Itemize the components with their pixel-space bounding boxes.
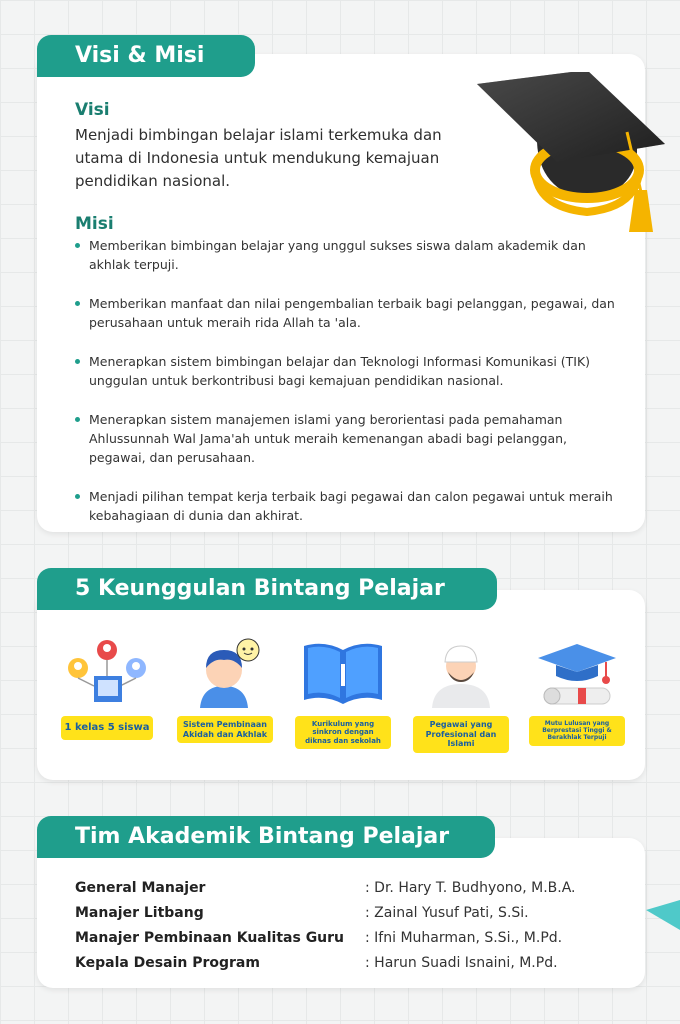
open-book-icon xyxy=(300,638,386,708)
keunggulan-heading: 5 Keunggulan Bintang Pelajar xyxy=(37,568,497,610)
table-row xyxy=(75,901,615,926)
visi-misi-card xyxy=(37,54,645,532)
misi-item: Menjadi pilihan tempat kerja terbaik bagi pegawai dan calon pegawai untuk meraih kebahagiaan di dunia dan akhirat. xyxy=(75,487,615,525)
visi-text: Menjadi bimbingan belajar islami terkemuka dan utama di Indonesia untuk mendukung kemajuan pendidikan nasional. xyxy=(75,126,442,190)
team-name: : Ifni Muharman, S.Si., M.Pd. xyxy=(365,930,563,946)
team-role: General Manajer xyxy=(75,880,206,896)
feature-label: Mutu Lulusan yang Berprestasi Tinggi & Berakhlak Terpuji xyxy=(529,716,625,746)
table-row xyxy=(75,926,615,951)
team-name: : Dr. Hary T. Budhyono, M.B.A. xyxy=(365,880,576,896)
team-name: : Harun Suadi Isnaini, M.Pd. xyxy=(365,955,558,971)
visi-misi-heading: Visi & Misi xyxy=(37,35,255,77)
misi-item: Memberikan manfaat dan nilai pengembalian terbaik bagi pelanggan, pegawai, dan perusahaan untuk meraih rida Allah ta 'ala. xyxy=(75,294,615,332)
table-row xyxy=(75,951,615,976)
feature-item xyxy=(59,638,155,740)
graduate-diploma-icon xyxy=(534,638,620,708)
feature-item xyxy=(177,638,273,743)
feature-label: Sistem Pembinaan Akidah dan Akhlak xyxy=(177,716,273,743)
tim-heading: Tim Akademik Bintang Pelajar xyxy=(37,816,495,858)
feature-item xyxy=(529,638,625,746)
tim-card xyxy=(37,838,645,988)
table-row xyxy=(75,876,615,901)
feature-label: Kurikulum yang sinkron dengan diknas dan sekolah xyxy=(295,716,391,749)
child-character-icon xyxy=(182,638,268,708)
feature-item xyxy=(295,638,391,749)
team-role: Manajer Pembinaan Kualitas Guru xyxy=(75,930,345,946)
team-role: Kepala Desain Program xyxy=(75,955,260,971)
class-group-icon xyxy=(64,638,150,708)
graduation-cap-icon xyxy=(477,72,667,246)
decorative-triangle-icon xyxy=(646,900,680,934)
team-table xyxy=(75,876,615,976)
misi-item: Menerapkan sistem bimbingan belajar dan Teknologi Informasi Komunikasi (TIK) unggulan untuk berkontribusi bagi kemajuan pendidikan nasional. xyxy=(75,352,615,390)
misi-list xyxy=(75,236,615,545)
team-name: : Zainal Yusuf Pati, S.Si. xyxy=(365,905,529,921)
misi-item: Menerapkan sistem manajemen islami yang berorientasi pada pemahaman Ahlussunnah Wal Jama'ah untuk meraih kemenangan abadi bagi pelanggan, pegawai, dan perusahaan. xyxy=(75,410,615,467)
keunggulan-card xyxy=(37,590,645,780)
visi-title: Visi xyxy=(75,100,110,120)
team-role: Manajer Litbang xyxy=(75,905,204,921)
misi-item: Memberikan bimbingan belajar yang unggul sukses siswa dalam akademik dan akhlak terpuji. xyxy=(75,236,615,274)
misi-title: Misi xyxy=(75,214,114,234)
feature-item xyxy=(413,638,509,753)
feature-label: Pegawai yang Profesional dan Islami xyxy=(413,716,509,753)
feature-label: 1 kelas 5 siswa xyxy=(61,716,154,740)
teacher-icon xyxy=(418,638,504,708)
